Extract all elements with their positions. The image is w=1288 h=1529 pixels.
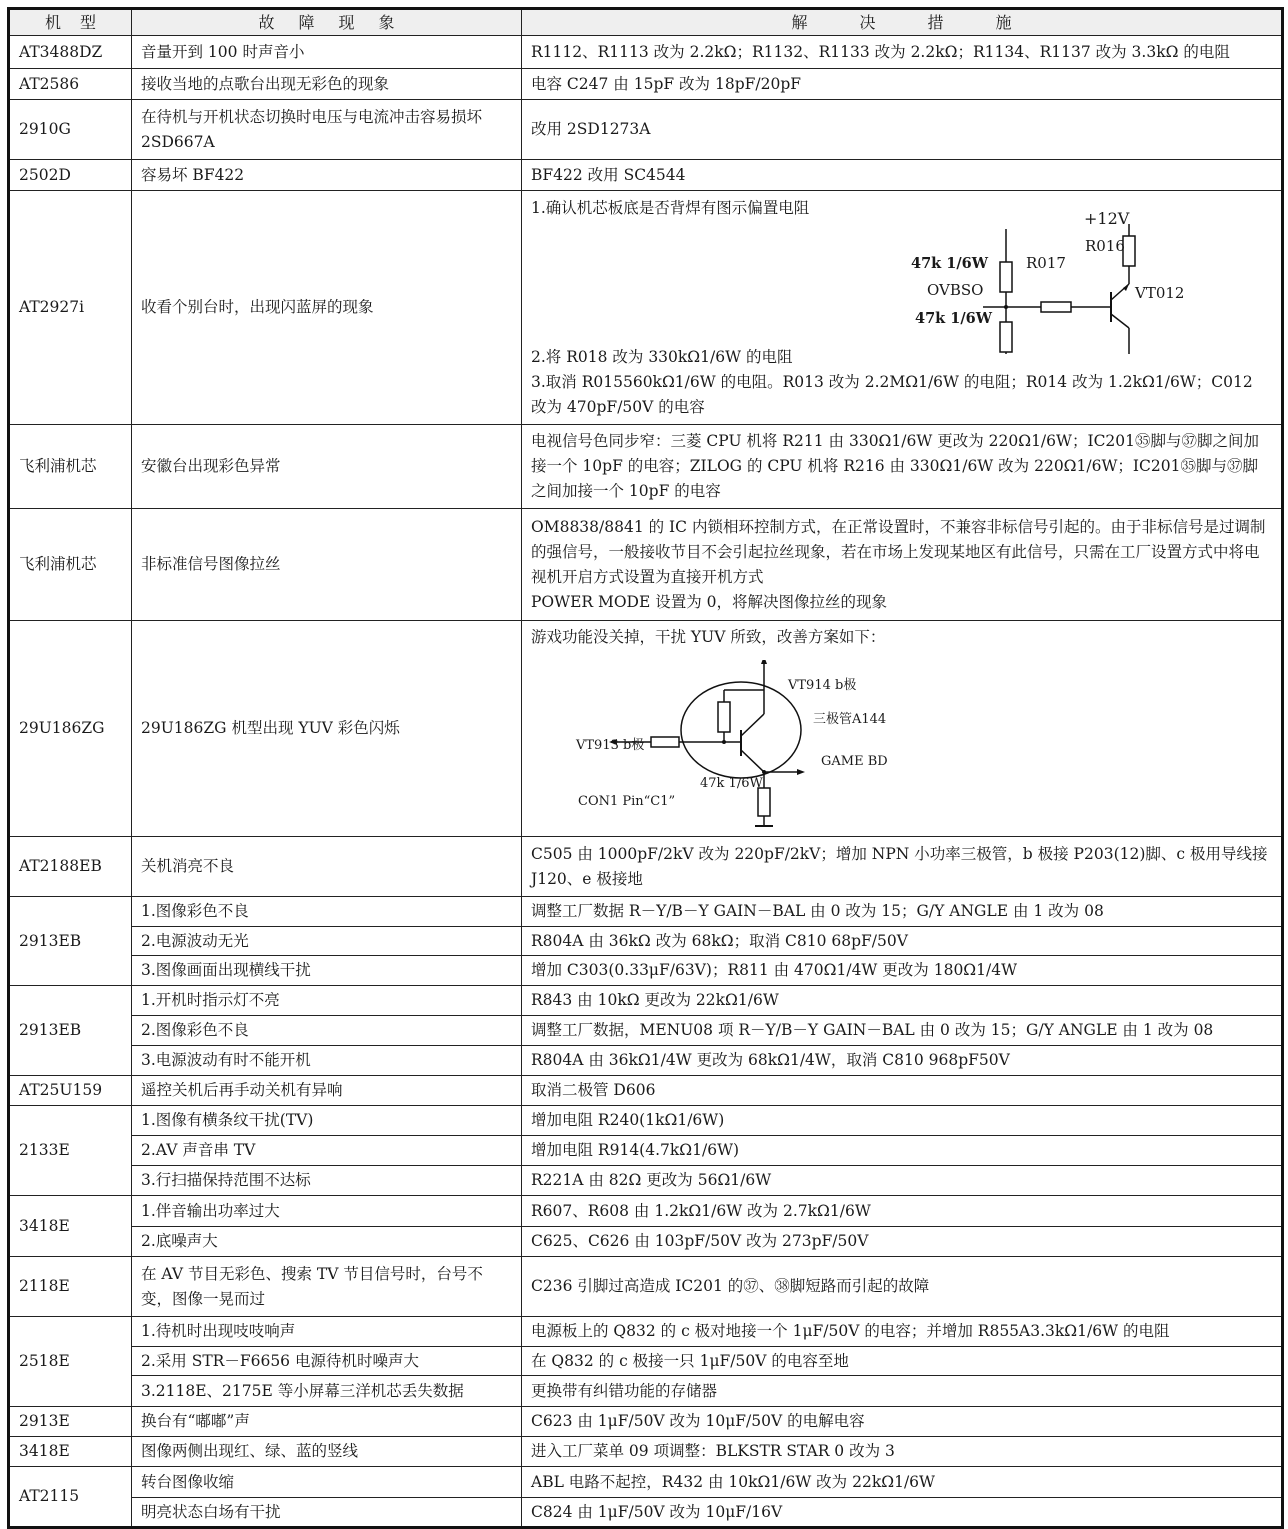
model-cell: 2913E — [9, 1407, 132, 1437]
symptom-cell: 在 AV 节目无彩色、搜索 TV 节目信号时，台号不变，图像一晃而过 — [132, 1257, 522, 1317]
solution-cell — [522, 621, 1283, 837]
solution-para-1: OM8838/8841 的 IC 内锁相环控制方式，在正常设置时，不兼容非标信号引起的。由于非标信号是过调制的强信号，一般接收节目不会引起拉丝现象，若在市场上发现某地区有此信号，只需在工厂设置方式中将电视机开启方式设置为直接开机方式 — [531, 517, 1266, 586]
table-row — [9, 36, 1283, 69]
symptom-cell: 1.伴音输出功率过大 — [132, 1196, 522, 1227]
symptom-cell: 1.开机时指示灯不亮 — [132, 986, 522, 1016]
table-row — [9, 1166, 1283, 1196]
table-row — [9, 1136, 1283, 1166]
label-vt012: VT012 — [1135, 283, 1185, 302]
symptom-cell: 3.2118E、2175E 等小屏幕三洋机芯丢失数据 — [132, 1376, 522, 1407]
symptom-cell: 换台有“嘟嘟”声 — [132, 1407, 522, 1437]
table-row — [9, 1317, 1283, 1347]
solution-cell: 进入工厂菜单 09 项调整：BLKSTR STAR 0 改为 3 — [522, 1437, 1283, 1467]
solution-step-3: 3.取消 R015560kΩ1/6W 的电阻。R013 改为 2.2MΩ1/6W 的电阻；R014 改为 1.2kΩ1/6W；C012 改为 470pF/50V 的电容 — [531, 372, 1253, 416]
label-vt913: VT913 b极 — [576, 737, 645, 753]
table-row — [9, 1437, 1283, 1467]
table-row — [9, 1376, 1283, 1407]
solution-cell: 增加 C303(0.33μF/63V)；R811 由 470Ω1/4W 更改为 180Ω1/4W — [522, 956, 1283, 986]
table-row — [9, 1196, 1283, 1227]
label-transistor-a144: 三极管A144 — [813, 711, 887, 727]
table-row — [9, 621, 1283, 837]
model-cell: 3418E — [9, 1437, 132, 1467]
label-r017-value: 47k 1/6W — [911, 254, 989, 272]
model-cell: AT3488DZ — [9, 36, 132, 69]
model-cell: 2913EB — [9, 986, 132, 1076]
label-plus12v: +12V — [1084, 208, 1130, 228]
solution-cell — [522, 509, 1283, 621]
solution-cell: BF422 改用 SC4544 — [522, 160, 1283, 191]
symptom-cell: 2.电源波动无光 — [132, 927, 522, 956]
solution-para-2: POWER MODE 设置为 0，将解决图像拉丝的现象 — [531, 592, 888, 611]
symptom-cell: 3.电源波动有时不能开机 — [132, 1046, 522, 1076]
model-cell: AT2188EB — [9, 837, 132, 897]
table-row — [9, 1076, 1283, 1106]
symptom-cell: 安徽台出现彩色异常 — [132, 425, 522, 509]
symptom-cell: 遥控关机后再手动关机有异响 — [132, 1076, 522, 1106]
model-cell: 2118E — [9, 1257, 132, 1317]
symptom-cell: 1.图像有横条纹干扰(TV) — [132, 1106, 522, 1136]
solution-step-2: 2.将 R018 改为 330kΩ1/6W 的电阻 — [531, 347, 793, 366]
header-symptom: 故 障 现 象 — [132, 9, 522, 36]
solution-cell: R804A 由 36kΩ 改为 68kΩ；取消 C810 68pF/50V — [522, 927, 1283, 956]
label-game-bd: GAME BD — [821, 753, 888, 769]
model-cell: 2133E — [9, 1106, 132, 1196]
symptom-cell: 收看个别台时，出现闪蓝屏的现象 — [132, 191, 522, 425]
solution-cell: C623 由 1μF/50V 改为 10μF/50V 的电解电容 — [522, 1407, 1283, 1437]
table-row — [9, 160, 1283, 191]
model-cell: AT2586 — [9, 69, 132, 100]
table-row — [9, 1467, 1283, 1498]
model-cell: 飞利浦机芯 — [9, 509, 132, 621]
solution-cell: 增加电阻 R240(1kΩ1/6W) — [522, 1106, 1283, 1136]
label-ovbso: OVBSO — [927, 280, 984, 299]
symptom-cell: 29U186ZG 机型出现 YUV 彩色闪烁 — [132, 621, 522, 837]
label-vt914: VT914 b极 — [788, 677, 857, 693]
fault-repair-table — [7, 7, 1284, 1529]
table-row — [9, 897, 1283, 927]
symptom-cell: 1.待机时出现吱吱响声 — [132, 1317, 522, 1347]
table-row — [9, 956, 1283, 986]
solution-intro: 游戏功能没关掉，干扰 YUV 所致，改善方案如下： — [531, 627, 886, 646]
table-row — [9, 1498, 1283, 1528]
symptom-cell: 接收当地的点歌台出现无彩色的现象 — [132, 69, 522, 100]
label-lower-value: 47k 1/6W — [915, 309, 993, 327]
model-cell: 3418E — [9, 1196, 132, 1257]
solution-cell: 调整工厂数据 R－Y/B－Y GAIN－BAL 由 0 改为 15；G/Y ANGLE 由 1 改为 08 — [522, 897, 1283, 927]
symptom-cell: 1.图像彩色不良 — [132, 897, 522, 927]
solution-step-1: 1.确认机芯板底是否背焊有图示偏置电阻 — [531, 198, 810, 217]
solution-cell: 取消二极管 D606 — [522, 1076, 1283, 1106]
solution-cell: 改用 2SD1273A — [522, 100, 1283, 160]
symptom-cell: 2.底噪声大 — [132, 1227, 522, 1257]
solution-cell: R221A 由 82Ω 更改为 56Ω1/6W — [522, 1166, 1283, 1196]
table-row — [9, 986, 1283, 1016]
table-row — [9, 1257, 1283, 1317]
solution-cell: 电视信号色同步窄：三菱 CPU 机将 R211 由 330Ω1/6W 更改为 220Ω1/6W；IC201㉟脚与㊲脚之间加接一个 10pF 的电容；ZILOG 的 CPU 机将 R216 由 330Ω1/6W 改为 220Ω1/6W；IC201㉟脚与㊲脚之间加接一个 10pF 的电容 — [522, 425, 1283, 509]
model-cell: AT25U159 — [9, 1076, 132, 1106]
label-con1-pin: CON1 Pin“C1” — [578, 793, 676, 809]
header-model: 机 型 — [9, 9, 132, 36]
solution-cell: 更换带有纠错功能的存储器 — [522, 1376, 1283, 1407]
symptom-cell: 明亮状态白场有干扰 — [132, 1498, 522, 1528]
model-cell: 2518E — [9, 1317, 132, 1407]
symptom-cell: 3.图像画面出现横线干扰 — [132, 956, 522, 986]
table-row — [9, 191, 1283, 425]
table-row — [9, 425, 1283, 509]
symptom-cell: 音量开到 100 时声音小 — [132, 36, 522, 69]
solution-cell: R1112、R1113 改为 2.2kΩ；R1132、R1133 改为 2.2kΩ；R1134、R1137 改为 3.3kΩ 的电阻 — [522, 36, 1283, 69]
header-solution: 解 决 措 施 — [522, 9, 1283, 36]
model-cell: 29U186ZG — [9, 621, 132, 837]
symptom-cell: 关机消亮不良 — [132, 837, 522, 897]
table-row — [9, 1046, 1283, 1076]
table-row — [9, 509, 1283, 621]
solution-cell: R607、R608 由 1.2kΩ1/6W 改为 2.7kΩ1/6W — [522, 1196, 1283, 1227]
solution-cell: ABL 电路不起控，R432 由 10kΩ1/6W 改为 22kΩ1/6W — [522, 1467, 1283, 1498]
solution-cell: 电容 C247 由 15pF 改为 18pF/20pF — [522, 69, 1283, 100]
table-row — [9, 837, 1283, 897]
symptom-cell: 2.图像彩色不良 — [132, 1016, 522, 1046]
model-cell: 2502D — [9, 160, 132, 191]
model-cell: 2913EB — [9, 897, 132, 986]
table-row — [9, 1347, 1283, 1376]
solution-cell: C625、C626 由 103pF/50V 改为 273pF/50V — [522, 1227, 1283, 1257]
label-r017: R017 — [1026, 253, 1066, 272]
symptom-cell: 2.AV 声音串 TV — [132, 1136, 522, 1166]
solution-cell: R843 由 10kΩ 更改为 22kΩ1/6W — [522, 986, 1283, 1016]
solution-cell: C824 由 1μF/50V 改为 10μF/16V — [522, 1498, 1283, 1528]
model-cell: AT2927i — [9, 191, 132, 425]
symptom-cell: 容易坏 BF422 — [132, 160, 522, 191]
solution-cell: 增加电阻 R914(4.7kΩ1/6W) — [522, 1136, 1283, 1166]
symptom-cell: 转台图像收缩 — [132, 1467, 522, 1498]
solution-cell: 电源板上的 Q832 的 c 极对地接一个 1μF/50V 的电容；并增加 R855A3.3kΩ1/6W 的电阻 — [522, 1317, 1283, 1347]
table-row — [9, 1227, 1283, 1257]
model-cell: 2910G — [9, 100, 132, 160]
solution-cell: C505 由 1000pF/2kV 改为 220pF/2kV；增加 NPN 小功率三极管，b 极接 P203(12)脚、c 极用导线接 J120、e 极接地 — [522, 837, 1283, 897]
symptom-cell: 图像两侧出现红、绿、蓝的竖线 — [132, 1437, 522, 1467]
header-row — [9, 9, 1283, 36]
table-row — [9, 69, 1283, 100]
solution-cell: 在 Q832 的 c 极接一只 1μF/50V 的电容至地 — [522, 1347, 1283, 1376]
model-cell: 飞利浦机芯 — [9, 425, 132, 509]
table-row — [9, 927, 1283, 956]
solution-cell: C236 引脚过高造成 IC201 的㊲、㊳脚短路而引起的故障 — [522, 1257, 1283, 1317]
label-r016: R016 — [1085, 236, 1125, 255]
table-row — [9, 1016, 1283, 1046]
table-row — [9, 1106, 1283, 1136]
model-cell: AT2115 — [9, 1467, 132, 1528]
symptom-cell: 3.行扫描保持范围不达标 — [132, 1166, 522, 1196]
symptom-cell: 2.采用 STR－F6656 电源待机时噪声大 — [132, 1347, 522, 1376]
symptom-cell: 非标准信号图像拉丝 — [132, 509, 522, 621]
solution-cell: R804A 由 36kΩ1/4W 更改为 68kΩ1/4W，取消 C810 968pF50V — [522, 1046, 1283, 1076]
solution-cell — [522, 191, 1283, 425]
table-row — [9, 1407, 1283, 1437]
label-resistor-47k: 47k 1/6W — [700, 775, 763, 791]
symptom-cell: 在待机与开机状态切换时电压与电流冲击容易损坏 2SD667A — [132, 100, 522, 160]
solution-cell: 调整工厂数据，MENU08 项 R－Y/B－Y GAIN－BAL 由 0 改为 15；G/Y ANGLE 由 1 改为 08 — [522, 1016, 1283, 1046]
table-row — [9, 100, 1283, 160]
